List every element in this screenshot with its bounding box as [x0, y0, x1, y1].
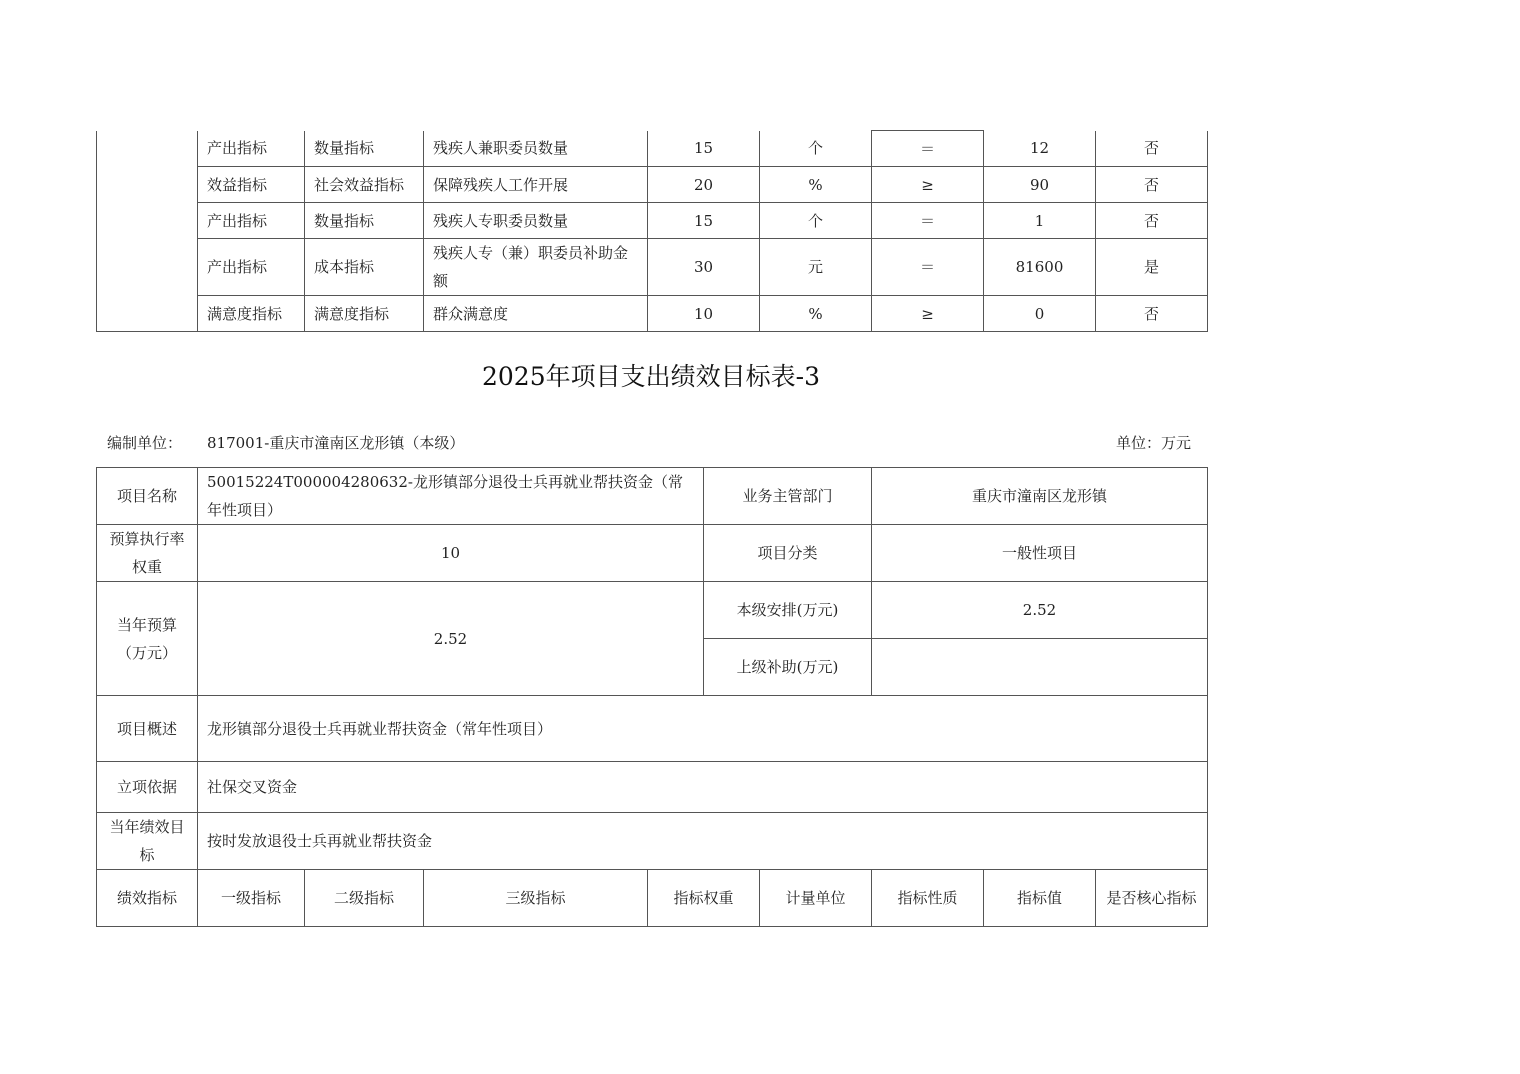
- unit-cell: 元: [760, 239, 872, 296]
- col-header-core: 是否核心指标: [1096, 870, 1208, 927]
- level2-cell: 满意度指标: [305, 296, 424, 332]
- core-cell: 否: [1096, 203, 1208, 239]
- overview-label: 项目概述: [97, 696, 198, 762]
- weight-cell: 30: [648, 239, 760, 296]
- col-header-level3: 三级指标: [424, 870, 648, 927]
- level1-cell: 产出指标: [198, 203, 305, 239]
- goal-label: 当年绩效目标: [97, 813, 198, 870]
- overview-value: 龙形镇部分退役士兵再就业帮扶资金（常年性项目）: [198, 696, 1208, 762]
- table-row: [97, 525, 1208, 582]
- weight-cell: 20: [648, 167, 760, 203]
- level1-cell: 效益指标: [198, 167, 305, 203]
- unit-cell: 个: [760, 131, 872, 167]
- upper-value: [872, 639, 1208, 696]
- page-title: 2025年项目支出绩效目标表-3: [482, 362, 820, 391]
- performance-target-table: [96, 467, 1208, 927]
- value-cell: 90: [984, 167, 1096, 203]
- level3-cell: 保障残疾人工作开展: [424, 167, 648, 203]
- nature-cell: ＝: [872, 203, 984, 239]
- table-row: [97, 582, 1208, 639]
- nature-cell: ≥: [872, 296, 984, 332]
- level1-cell: 满意度指标: [198, 296, 305, 332]
- indicator-group-cell: [97, 131, 198, 332]
- value-cell: 0: [984, 296, 1096, 332]
- core-cell: 否: [1096, 296, 1208, 332]
- col-header-nature: 指标性质: [872, 870, 984, 927]
- level3-cell: 残疾人兼职委员数量: [424, 131, 648, 167]
- col-header-perf: 绩效指标: [97, 870, 198, 927]
- performance-indicator-table-continued: [96, 130, 1208, 332]
- level1-cell: 产出指标: [198, 239, 305, 296]
- core-cell: 否: [1096, 167, 1208, 203]
- budget-label: 当年预算（万元）: [97, 582, 198, 696]
- value-cell: 1: [984, 203, 1096, 239]
- level2-cell: 社会效益指标: [305, 167, 424, 203]
- nature-cell: ＝: [872, 131, 984, 167]
- value-cell: 12: [984, 131, 1096, 167]
- table-row: [97, 131, 1208, 167]
- local-value: 2.52: [872, 582, 1208, 639]
- table-row: [97, 813, 1208, 870]
- local-label: 本级安排(万元): [704, 582, 872, 639]
- table-row: [97, 762, 1208, 813]
- project-name-label: 项目名称: [97, 468, 198, 525]
- unit-label: 单位：万元: [1116, 434, 1192, 452]
- level2-cell: 数量指标: [305, 131, 424, 167]
- dept-value: 重庆市潼南区龙形镇: [872, 468, 1208, 525]
- level2-cell: 数量指标: [305, 203, 424, 239]
- upper-label: 上级补助(万元): [704, 639, 872, 696]
- nature-cell: ＝: [872, 239, 984, 296]
- goal-value: 按时发放退役士兵再就业帮扶资金: [198, 813, 1208, 870]
- core-cell: 否: [1096, 131, 1208, 167]
- level1-cell: 产出指标: [198, 131, 305, 167]
- table-row: [97, 468, 1208, 525]
- weight-cell: 15: [648, 203, 760, 239]
- basis-label: 立项依据: [97, 762, 198, 813]
- unit-cell: 个: [760, 203, 872, 239]
- table-row: [97, 203, 1208, 239]
- level3-cell: 群众满意度: [424, 296, 648, 332]
- col-header-value: 指标值: [984, 870, 1096, 927]
- table-row: [97, 167, 1208, 203]
- table-row: [97, 239, 1208, 296]
- table-row: [97, 296, 1208, 332]
- col-header-unit: 计量单位: [760, 870, 872, 927]
- category-value: 一般性项目: [872, 525, 1208, 582]
- exec-weight-label: 预算执行率权重: [97, 525, 198, 582]
- value-cell: 81600: [984, 239, 1096, 296]
- project-name-value: 50015224T000004280632-龙形镇部分退役士兵再就业帮扶资金（常年性项目）: [198, 468, 704, 525]
- col-header-level2: 二级指标: [305, 870, 424, 927]
- col-header-level1: 一级指标: [198, 870, 305, 927]
- col-header-weight: 指标权重: [648, 870, 760, 927]
- basis-value: 社保交叉资金: [198, 762, 1208, 813]
- nature-cell: ≥: [872, 167, 984, 203]
- category-label: 项目分类: [704, 525, 872, 582]
- weight-cell: 10: [648, 296, 760, 332]
- unit-cell: %: [760, 167, 872, 203]
- org-value: 817001-重庆市潼南区龙形镇（本级）: [207, 434, 465, 452]
- unit-cell: %: [760, 296, 872, 332]
- level3-cell: 残疾人专（兼）职委员补助金额: [424, 239, 648, 296]
- table-row: [97, 696, 1208, 762]
- core-cell: 是: [1096, 239, 1208, 296]
- dept-label: 业务主管部门: [704, 468, 872, 525]
- org-label: 编制单位：: [107, 434, 183, 452]
- exec-weight-value: 10: [198, 525, 704, 582]
- budget-value: 2.52: [198, 582, 704, 696]
- level2-cell: 成本指标: [305, 239, 424, 296]
- weight-cell: 15: [648, 131, 760, 167]
- table-header-row: [97, 870, 1208, 927]
- level3-cell: 残疾人专职委员数量: [424, 203, 648, 239]
